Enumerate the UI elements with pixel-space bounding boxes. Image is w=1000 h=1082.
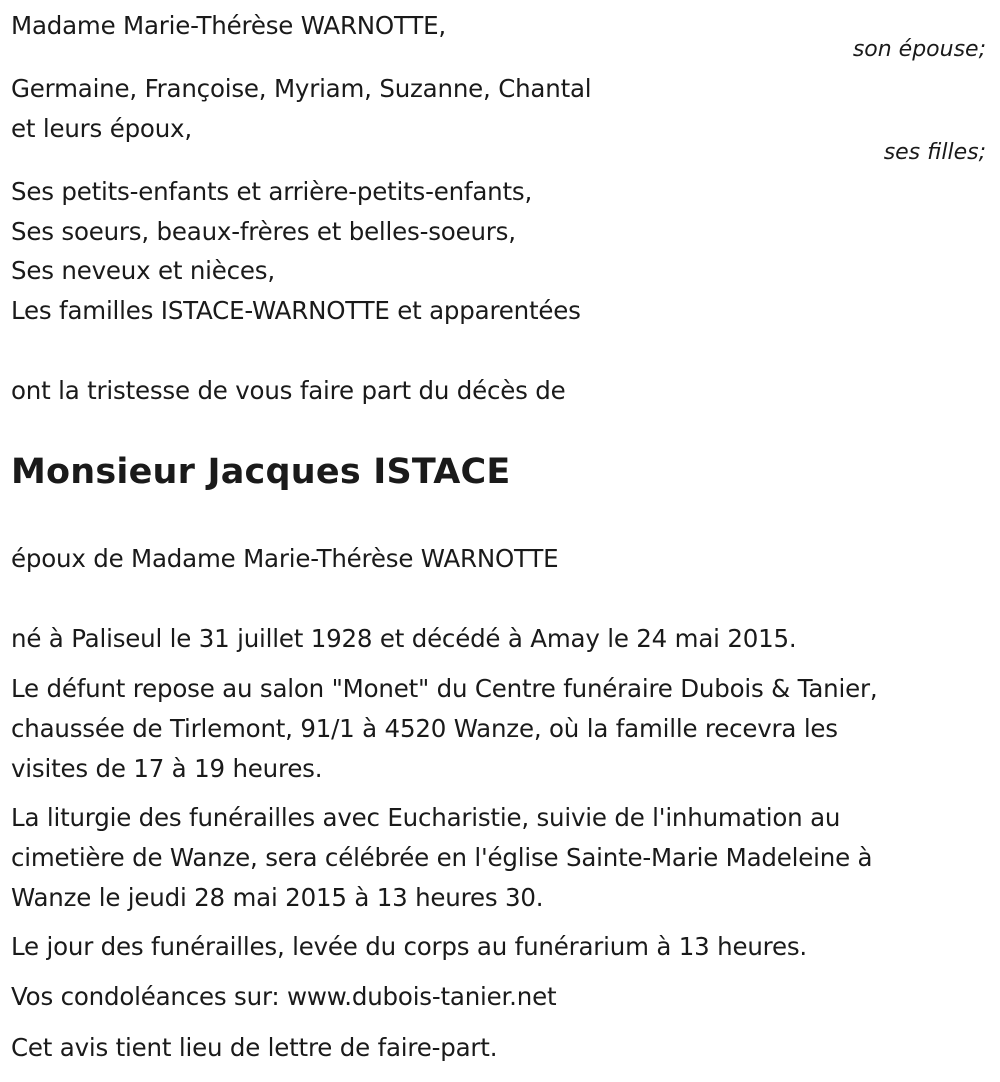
birth-death-text: né à Paliseul le 31 juillet 1928 et décédé à Amay le 24 mai 2015. — [11, 624, 797, 653]
levee-text: Le jour des funérailles, levée du corps au funérarium à 13 heures. — [11, 932, 808, 961]
relatives-line: Les familles ISTACE-WARNOTTE et apparentées — [11, 296, 581, 325]
daughters-names: Germaine, Françoise, Myriam, Suzanne, Chantal — [11, 74, 592, 103]
daughters-spouses: et leurs époux, — [11, 114, 192, 143]
daughters-role: ses filles; — [883, 140, 986, 165]
liturgy-line: cimetière de Wanze, sera célébrée en l'église Sainte-Marie Madeleine à — [11, 843, 873, 872]
spouse-role: son épouse; — [852, 37, 986, 62]
repose-line: visites de 17 à 19 heures. — [11, 754, 323, 783]
deceased-name: Monsieur Jacques ISTACE — [11, 452, 511, 492]
relatives-line: Ses petits-enfants et arrière-petits-enfants, — [11, 177, 533, 206]
repose-line: chaussée de Tirlemont, 91/1 à 4520 Wanze, où la famille recevra les — [11, 714, 838, 743]
spouse-name: Madame Marie-Thérèse WARNOTTE, — [11, 11, 446, 40]
relatives-line: Ses soeurs, beaux-frères et belles-soeurs, — [11, 217, 516, 246]
repose-line: Le défunt repose au salon "Monet" du Centre funéraire Dubois & Tanier, — [11, 674, 878, 703]
liturgy-line: Wanze le jeudi 28 mai 2015 à 13 heures 30. — [11, 883, 544, 912]
condolences-text: Vos condoléances sur: www.dubois-tanier.net — [11, 982, 557, 1011]
announcement-text: ont la tristesse de vous faire part du décès de — [11, 376, 566, 405]
relatives-line: Ses neveux et nièces, — [11, 256, 275, 285]
liturgy-line: La liturgie des funérailles avec Eucharistie, suivie de l'inhumation au — [11, 803, 841, 832]
closing-text: Cet avis tient lieu de lettre de faire-part. — [11, 1033, 498, 1062]
spouse-of-text: époux de Madame Marie-Thérèse WARNOTTE — [11, 544, 559, 573]
